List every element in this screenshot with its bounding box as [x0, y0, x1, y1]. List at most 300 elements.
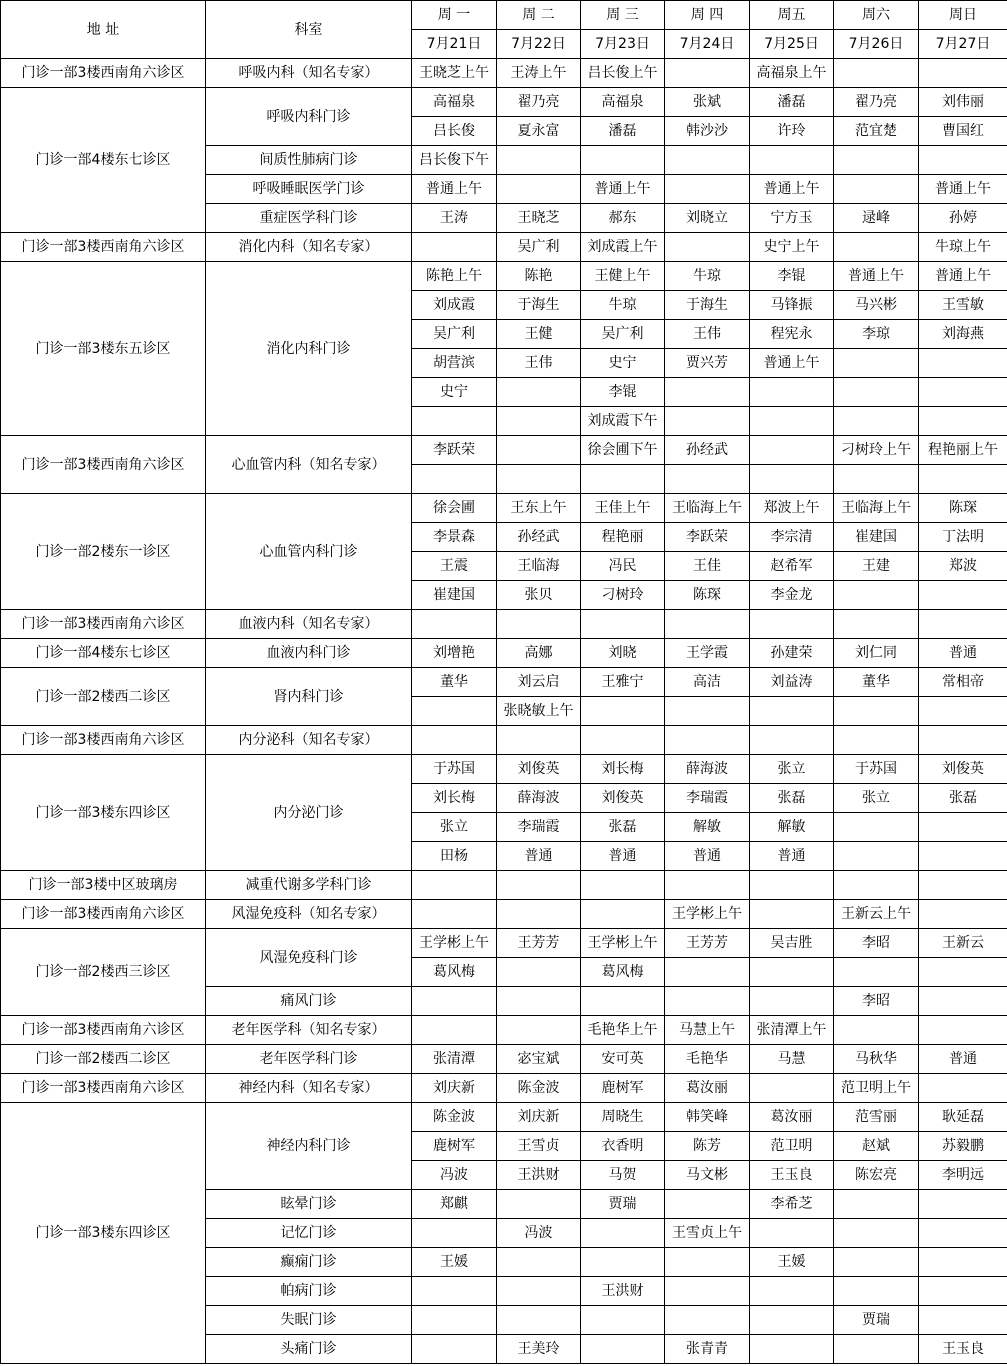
doctor-cell: 翟乃亮 — [834, 88, 919, 117]
doctor-cell: 赵希军 — [750, 552, 834, 581]
doctor-cell: 郑波上午 — [750, 494, 834, 523]
doctor-cell: 普通上午 — [919, 175, 1007, 204]
weekday-header: 周日 — [919, 1, 1007, 30]
doctor-cell: 王雪敏 — [919, 291, 1007, 320]
doctor-cell — [919, 726, 1007, 755]
doctor-cell: 张斌 — [665, 88, 750, 117]
doctor-cell: 王临海上午 — [665, 494, 750, 523]
doctor-cell: 王玉良 — [919, 1335, 1007, 1364]
doctor-cell: 王玉良 — [750, 1161, 834, 1190]
doctor-cell — [497, 958, 581, 987]
doctor-cell: 郝东 — [581, 204, 665, 233]
weekday-header: 周五 — [750, 1, 834, 30]
doctor-cell: 徐会圃 — [412, 494, 497, 523]
doctor-cell — [665, 610, 750, 639]
doctor-cell: 程艳丽 — [581, 523, 665, 552]
doctor-cell: 毛艳华上午 — [581, 1016, 665, 1045]
doctor-cell: 王建 — [834, 552, 919, 581]
doctor-cell: 马慧 — [750, 1045, 834, 1074]
doctor-cell: 李昭 — [834, 987, 919, 1016]
doctor-cell — [412, 233, 497, 262]
doctor-cell: 于苏国 — [412, 755, 497, 784]
doctor-cell: 王芳芳 — [665, 929, 750, 958]
doctor-cell: 刘晓立 — [665, 204, 750, 233]
doctor-cell — [750, 1219, 834, 1248]
department-name: 神经内科（知名专家） — [206, 1074, 412, 1103]
doctor-cell: 陈琛 — [665, 581, 750, 610]
doctor-cell — [919, 842, 1007, 871]
doctor-cell: 苏毅鹏 — [919, 1132, 1007, 1161]
doctor-cell: 冯民 — [581, 552, 665, 581]
doctor-cell: 郑麒 — [412, 1190, 497, 1219]
clinic-location: 门诊一部3楼西南角六诊区 — [1, 726, 206, 755]
doctor-cell: 普通上午 — [834, 262, 919, 291]
schedule-body — [1, 59, 1007, 1364]
doctor-cell — [919, 610, 1007, 639]
doctor-cell — [497, 871, 581, 900]
doctor-cell — [665, 726, 750, 755]
department-name: 记忆门诊 — [206, 1219, 412, 1248]
department-name: 呼吸睡眠医学门诊 — [206, 175, 412, 204]
doctor-cell — [919, 900, 1007, 929]
doctor-cell — [497, 1016, 581, 1045]
schedule-row — [1, 900, 1007, 929]
doctor-cell: 吕长俊上午 — [581, 59, 665, 88]
doctor-cell: 刘增艳 — [412, 639, 497, 668]
doctor-cell: 普通上午 — [750, 349, 834, 378]
doctor-cell — [834, 842, 919, 871]
doctor-cell — [919, 1277, 1007, 1306]
doctor-cell — [665, 1248, 750, 1277]
doctor-cell — [834, 1016, 919, 1045]
doctor-cell: 范卫明上午 — [834, 1074, 919, 1103]
doctor-cell: 解敏 — [665, 813, 750, 842]
doctor-cell: 高洁 — [665, 668, 750, 697]
doctor-cell — [919, 349, 1007, 378]
doctor-cell: 普通 — [665, 842, 750, 871]
doctor-cell: 王美玲 — [497, 1335, 581, 1364]
doctor-cell: 李希芝 — [750, 1190, 834, 1219]
doctor-cell: 高娜 — [497, 639, 581, 668]
doctor-cell — [581, 900, 665, 929]
schedule-row — [1, 59, 1007, 88]
clinic-location: 门诊一部2楼西三诊区 — [1, 929, 206, 1016]
doctor-cell — [412, 1306, 497, 1335]
department-name: 血液内科（知名专家） — [206, 610, 412, 639]
doctor-cell: 王伟 — [665, 320, 750, 349]
doctor-cell — [750, 610, 834, 639]
schedule-row — [1, 88, 1007, 117]
doctor-cell: 刘庆新 — [412, 1074, 497, 1103]
doctor-cell — [412, 1219, 497, 1248]
doctor-cell — [750, 146, 834, 175]
doctor-cell: 范雪丽 — [834, 1103, 919, 1132]
doctor-cell: 于海生 — [665, 291, 750, 320]
doctor-cell: 丁法明 — [919, 523, 1007, 552]
doctor-cell: 牛琼 — [665, 262, 750, 291]
doctor-cell: 程艳丽上午 — [919, 436, 1007, 465]
doctor-cell — [834, 349, 919, 378]
doctor-cell — [919, 697, 1007, 726]
doctor-cell: 王雪贞上午 — [665, 1219, 750, 1248]
doctor-cell: 李昭 — [834, 929, 919, 958]
doctor-cell: 王涛 — [412, 204, 497, 233]
doctor-cell: 普通上午 — [750, 175, 834, 204]
department-name: 内分泌门诊 — [206, 755, 412, 871]
department-name: 风湿免疫科（知名专家） — [206, 900, 412, 929]
doctor-cell: 高福泉 — [412, 88, 497, 117]
doctor-cell: 刘长梅 — [581, 755, 665, 784]
doctor-cell: 刘俊英 — [497, 755, 581, 784]
department-name: 神经内科门诊 — [206, 1103, 412, 1190]
department-name: 消化内科门诊 — [206, 262, 412, 436]
doctor-cell: 张贝 — [497, 581, 581, 610]
doctor-cell: 冯波 — [412, 1161, 497, 1190]
doctor-cell: 史宁上午 — [750, 233, 834, 262]
doctor-cell: 耿延磊 — [919, 1103, 1007, 1132]
doctor-cell: 陈金波 — [497, 1074, 581, 1103]
department-header: 科室 — [206, 1, 412, 59]
doctor-cell: 陈金波 — [412, 1103, 497, 1132]
doctor-cell — [665, 1190, 750, 1219]
doctor-cell — [497, 465, 581, 494]
doctor-cell: 牛琼上午 — [919, 233, 1007, 262]
doctor-cell: 王震 — [412, 552, 497, 581]
doctor-cell — [581, 871, 665, 900]
doctor-cell: 吴吉胜 — [750, 929, 834, 958]
department-name: 肾内科门诊 — [206, 668, 412, 726]
department-name: 减重代谢多学科门诊 — [206, 871, 412, 900]
schedule-row — [1, 1074, 1007, 1103]
doctor-cell: 张立 — [750, 755, 834, 784]
doctor-cell — [412, 871, 497, 900]
weekday-header: 周 三 — [581, 1, 665, 30]
doctor-cell — [581, 146, 665, 175]
doctor-cell: 张磊 — [750, 784, 834, 813]
doctor-cell: 崔建国 — [834, 523, 919, 552]
doctor-cell — [750, 1335, 834, 1364]
doctor-cell: 李锟 — [581, 378, 665, 407]
doctor-cell: 王新云 — [919, 929, 1007, 958]
date-header: 7月25日 — [750, 30, 834, 59]
clinic-location: 门诊一部2楼西二诊区 — [1, 668, 206, 726]
doctor-cell: 普通 — [750, 842, 834, 871]
schedule-row — [1, 610, 1007, 639]
doctor-cell: 王雪贞 — [497, 1132, 581, 1161]
doctor-cell — [497, 378, 581, 407]
clinic-location: 门诊一部3楼西南角六诊区 — [1, 233, 206, 262]
schedule-row — [1, 233, 1007, 262]
doctor-cell: 徐会圃下午 — [581, 436, 665, 465]
doctor-cell — [665, 1306, 750, 1335]
doctor-cell: 陈艳 — [497, 262, 581, 291]
doctor-cell: 马贺 — [581, 1161, 665, 1190]
doctor-cell — [581, 465, 665, 494]
doctor-cell — [834, 378, 919, 407]
doctor-cell: 张清潭上午 — [750, 1016, 834, 1045]
doctor-cell — [919, 1219, 1007, 1248]
doctor-cell: 解敏 — [750, 813, 834, 842]
doctor-cell: 李跃荣 — [412, 436, 497, 465]
doctor-cell: 史宁 — [581, 349, 665, 378]
address-header: 地 址 — [1, 1, 206, 59]
doctor-cell: 李跃荣 — [665, 523, 750, 552]
doctor-cell — [834, 175, 919, 204]
doctor-cell: 贾兴芳 — [665, 349, 750, 378]
doctor-cell — [412, 465, 497, 494]
clinic-location: 门诊一部3楼东五诊区 — [1, 262, 206, 436]
doctor-cell — [497, 407, 581, 436]
clinic-location: 门诊一部3楼西南角六诊区 — [1, 1074, 206, 1103]
doctor-cell — [665, 233, 750, 262]
doctor-cell — [750, 987, 834, 1016]
date-header: 7月22日 — [497, 30, 581, 59]
doctor-cell — [919, 146, 1007, 175]
department-name: 癫痫门诊 — [206, 1248, 412, 1277]
doctor-cell — [919, 465, 1007, 494]
doctor-cell — [412, 987, 497, 1016]
doctor-cell: 张青青 — [665, 1335, 750, 1364]
doctor-cell: 普通上午 — [412, 175, 497, 204]
doctor-cell: 张磊 — [581, 813, 665, 842]
doctor-cell: 孙婷 — [919, 204, 1007, 233]
doctor-cell — [750, 407, 834, 436]
doctor-cell — [750, 436, 834, 465]
department-name: 内分泌科（知名专家） — [206, 726, 412, 755]
doctor-cell: 郑波 — [919, 552, 1007, 581]
doctor-cell — [834, 1190, 919, 1219]
department-name: 老年医学科（知名专家） — [206, 1016, 412, 1045]
doctor-cell — [834, 59, 919, 88]
doctor-cell — [919, 871, 1007, 900]
schedule-row — [1, 668, 1007, 697]
doctor-cell — [497, 987, 581, 1016]
doctor-cell — [497, 1306, 581, 1335]
doctor-cell — [919, 59, 1007, 88]
doctor-cell — [834, 871, 919, 900]
doctor-cell: 葛汝丽 — [665, 1074, 750, 1103]
doctor-cell: 贾瑞 — [581, 1190, 665, 1219]
doctor-cell: 曹国红 — [919, 117, 1007, 146]
doctor-cell: 刘益涛 — [750, 668, 834, 697]
doctor-cell: 马兴彬 — [834, 291, 919, 320]
department-name: 呼吸内科门诊 — [206, 88, 412, 146]
doctor-cell — [665, 378, 750, 407]
doctor-cell: 鹿树军 — [581, 1074, 665, 1103]
doctor-cell: 吕长俊下午 — [412, 146, 497, 175]
doctor-cell: 李金龙 — [750, 581, 834, 610]
doctor-cell — [919, 407, 1007, 436]
doctor-cell: 陈宏亮 — [834, 1161, 919, 1190]
doctor-cell: 鹿树军 — [412, 1132, 497, 1161]
doctor-cell: 高福泉上午 — [750, 59, 834, 88]
doctor-cell: 宓宝斌 — [497, 1045, 581, 1074]
doctor-cell: 王媛 — [750, 1248, 834, 1277]
doctor-cell — [750, 378, 834, 407]
doctor-cell: 董华 — [412, 668, 497, 697]
doctor-cell: 宁方玉 — [750, 204, 834, 233]
doctor-cell: 常相帝 — [919, 668, 1007, 697]
doctor-cell — [581, 1306, 665, 1335]
doctor-cell: 陈芳 — [665, 1132, 750, 1161]
doctor-cell: 范宜楚 — [834, 117, 919, 146]
doctor-cell: 李锟 — [750, 262, 834, 291]
doctor-cell: 薛海波 — [497, 784, 581, 813]
doctor-cell — [750, 1306, 834, 1335]
doctor-cell: 王涛上午 — [497, 59, 581, 88]
doctor-cell: 刁树玲上午 — [834, 436, 919, 465]
doctor-cell: 葛风梅 — [412, 958, 497, 987]
doctor-cell: 王新云上午 — [834, 900, 919, 929]
doctor-cell: 李明远 — [919, 1161, 1007, 1190]
doctor-cell: 王佳上午 — [581, 494, 665, 523]
doctor-cell — [834, 465, 919, 494]
department-name: 重症医学科门诊 — [206, 204, 412, 233]
header-weekday-row — [1, 1, 1007, 30]
department-name: 痛风门诊 — [206, 987, 412, 1016]
doctor-cell: 逯峰 — [834, 204, 919, 233]
doctor-cell — [834, 1219, 919, 1248]
doctor-cell — [412, 697, 497, 726]
doctor-cell: 王健 — [497, 320, 581, 349]
doctor-cell: 夏永富 — [497, 117, 581, 146]
doctor-cell: 王媛 — [412, 1248, 497, 1277]
doctor-cell: 田杨 — [412, 842, 497, 871]
doctor-cell: 董华 — [834, 668, 919, 697]
doctor-cell: 孙建荣 — [750, 639, 834, 668]
doctor-cell: 史宁 — [412, 378, 497, 407]
doctor-cell — [497, 436, 581, 465]
doctor-cell: 刘伟丽 — [919, 88, 1007, 117]
doctor-cell: 马锋振 — [750, 291, 834, 320]
doctor-cell — [665, 175, 750, 204]
doctor-cell: 张晓敏上午 — [497, 697, 581, 726]
doctor-cell — [750, 697, 834, 726]
doctor-cell — [834, 1335, 919, 1364]
clinic-location: 门诊一部3楼东四诊区 — [1, 755, 206, 871]
doctor-cell: 张磊 — [919, 784, 1007, 813]
department-name: 呼吸内科（知名专家） — [206, 59, 412, 88]
doctor-cell: 王洪财 — [497, 1161, 581, 1190]
department-name: 血液内科门诊 — [206, 639, 412, 668]
clinic-location: 门诊一部2楼西二诊区 — [1, 1045, 206, 1074]
doctor-cell: 陈琛 — [919, 494, 1007, 523]
doctor-cell — [750, 1074, 834, 1103]
department-name: 老年医学科门诊 — [206, 1045, 412, 1074]
doctor-cell — [834, 581, 919, 610]
doctor-cell — [497, 146, 581, 175]
doctor-cell: 刘成霞 — [412, 291, 497, 320]
doctor-cell: 高福泉 — [581, 88, 665, 117]
clinic-location: 门诊一部3楼东四诊区 — [1, 1103, 206, 1364]
doctor-cell: 胡营滨 — [412, 349, 497, 378]
doctor-cell — [581, 1335, 665, 1364]
doctor-cell — [919, 581, 1007, 610]
doctor-cell: 普通 — [581, 842, 665, 871]
doctor-cell — [665, 697, 750, 726]
clinic-location: 门诊一部3楼西南角六诊区 — [1, 900, 206, 929]
doctor-cell — [919, 1190, 1007, 1219]
clinic-location: 门诊一部4楼东七诊区 — [1, 639, 206, 668]
doctor-cell — [497, 175, 581, 204]
doctor-cell — [750, 900, 834, 929]
doctor-cell — [581, 1248, 665, 1277]
doctor-cell: 冯波 — [497, 1219, 581, 1248]
doctor-cell — [665, 1277, 750, 1306]
department-name: 心血管内科门诊 — [206, 494, 412, 610]
doctor-cell: 王临海上午 — [834, 494, 919, 523]
doctor-cell: 张清潭 — [412, 1045, 497, 1074]
doctor-cell: 王芳芳 — [497, 929, 581, 958]
doctor-cell: 李琼 — [834, 320, 919, 349]
doctor-cell: 王洪财 — [581, 1277, 665, 1306]
doctor-cell: 马秋华 — [834, 1045, 919, 1074]
doctor-cell: 李景森 — [412, 523, 497, 552]
doctor-cell: 潘磊 — [581, 117, 665, 146]
doctor-cell — [834, 697, 919, 726]
doctor-cell — [919, 813, 1007, 842]
doctor-cell — [750, 958, 834, 987]
doctor-cell: 吴广利 — [581, 320, 665, 349]
doctor-cell: 普通 — [919, 1045, 1007, 1074]
doctor-cell: 刘海燕 — [919, 320, 1007, 349]
doctor-cell: 王学彬上午 — [665, 900, 750, 929]
schedule-row — [1, 639, 1007, 668]
schedule-row — [1, 755, 1007, 784]
department-name: 消化内科（知名专家） — [206, 233, 412, 262]
doctor-cell: 普通 — [919, 639, 1007, 668]
doctor-cell — [665, 465, 750, 494]
doctor-cell — [412, 726, 497, 755]
doctor-cell — [412, 407, 497, 436]
doctor-cell: 王临海 — [497, 552, 581, 581]
weekday-header: 周 一 — [412, 1, 497, 30]
doctor-cell: 葛汝丽 — [750, 1103, 834, 1132]
doctor-cell: 陈艳上午 — [412, 262, 497, 291]
department-name: 帕病门诊 — [206, 1277, 412, 1306]
doctor-cell: 衣香明 — [581, 1132, 665, 1161]
doctor-cell — [750, 1277, 834, 1306]
schedule-row — [1, 1103, 1007, 1132]
doctor-cell: 吴广利 — [497, 233, 581, 262]
schedule-row — [1, 871, 1007, 900]
clinic-location: 门诊一部3楼西南角六诊区 — [1, 1016, 206, 1045]
doctor-cell — [412, 1277, 497, 1306]
department-name: 间质性肺病门诊 — [206, 146, 412, 175]
doctor-cell: 韩沙沙 — [665, 117, 750, 146]
doctor-cell: 刘庆新 — [497, 1103, 581, 1132]
doctor-cell: 王晓芝上午 — [412, 59, 497, 88]
clinic-location: 门诊一部3楼西南角六诊区 — [1, 436, 206, 494]
doctor-cell: 普通上午 — [919, 262, 1007, 291]
doctor-cell: 马文彬 — [665, 1161, 750, 1190]
doctor-cell: 贾瑞 — [834, 1306, 919, 1335]
schedule-row — [1, 262, 1007, 291]
doctor-cell — [497, 726, 581, 755]
department-name: 失眠门诊 — [206, 1306, 412, 1335]
doctor-cell: 普通 — [497, 842, 581, 871]
doctor-cell: 于海生 — [497, 291, 581, 320]
doctor-cell — [497, 1277, 581, 1306]
doctor-cell: 张立 — [412, 813, 497, 842]
doctor-cell — [834, 813, 919, 842]
doctor-cell — [665, 59, 750, 88]
doctor-cell — [497, 900, 581, 929]
department-name: 眩晕门诊 — [206, 1190, 412, 1219]
doctor-cell: 范卫明 — [750, 1132, 834, 1161]
doctor-cell — [919, 1016, 1007, 1045]
doctor-cell: 刘仁同 — [834, 639, 919, 668]
